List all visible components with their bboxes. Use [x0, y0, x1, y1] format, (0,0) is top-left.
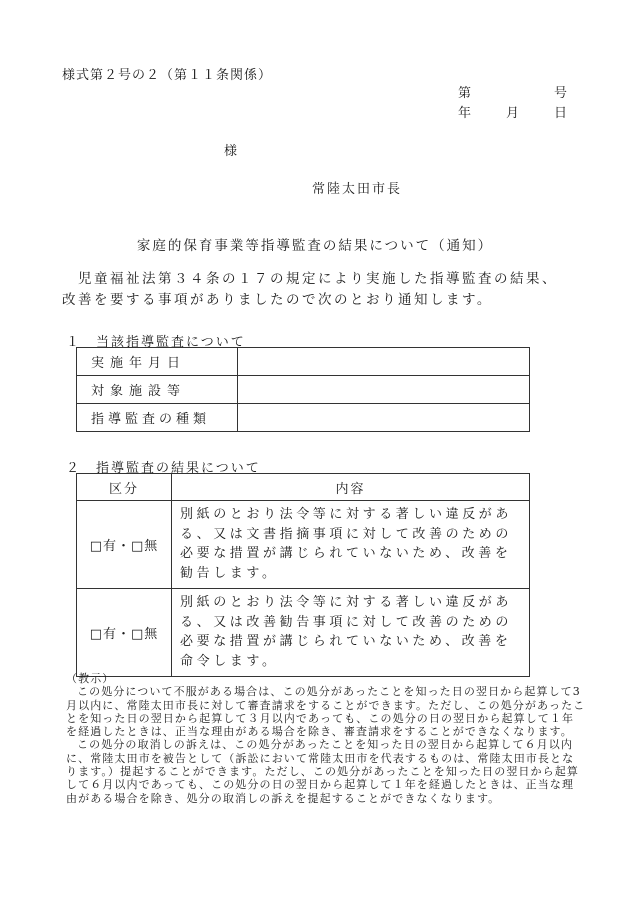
section1-heading: １ 当該指導監査について — [66, 335, 246, 350]
table-row — [77, 404, 530, 432]
date-day-label: 日 — [554, 106, 568, 121]
form-number: 様式第２号の２（第１１条関係） — [62, 68, 273, 83]
row-value-facility — [238, 376, 530, 404]
audit-result-table — [76, 473, 530, 677]
body-paragraph — [62, 269, 562, 311]
document-title: 家庭的保育事業等指導監査の結果について（通知） — [136, 238, 494, 254]
table-row — [77, 589, 530, 677]
row-label-facility: 対象施設等 — [77, 376, 238, 404]
date-year-label: 年 — [458, 106, 472, 121]
legal-notice — [66, 672, 586, 805]
row-label-date: 実施年月日 — [77, 348, 238, 376]
audit-info-table — [76, 347, 530, 432]
row-value-audit-type — [238, 404, 530, 432]
result-option-checkboxes: □有・□無 — [77, 501, 172, 589]
table-row — [77, 348, 530, 376]
row-value-date — [238, 348, 530, 376]
row-label-audit-type: 指導監査の種類 — [77, 404, 238, 432]
notice-heading: （教示） — [66, 672, 115, 685]
column-header-category: 区分 — [77, 474, 172, 501]
table-header-row — [77, 474, 530, 501]
notice-paragraph-lawsuit: この処分の取消しの訴えは、この処分があったことを知った日の翌日から起算して６月以内に、常陸太田市を被告として（訴訟において常陸太田市を代表するものは、常陸太田市長となります。）提起することができます。ただし、この処分があったことを知った日の翌日から起算して６月以内であっても、この処分の日の翌日から起算して１年を経過したときは、正当な理由がある場合を除き、処分の取消しの訴えを提起することができなくなります。 — [66, 738, 579, 805]
result-content-order: 別紙のとおり法令等に対する著しい違反がある、又は改善勧告事項に対して改善のための必要な措置が講じられていないため、改善を命令します。 — [172, 589, 530, 677]
table-row — [77, 376, 530, 404]
addressee-suffix: 様 — [224, 144, 238, 159]
body-text: 児童福祉法第３４条の１７の規定により実施した指導監査の結果、改善を要する事項がありましたので次のとおり通知します。 — [62, 271, 558, 308]
result-content-recommendation: 別紙のとおり法令等に対する著しい違反がある、又は文書指摘事項に対して改善のための必要な措置が講じられていないため、改善を勧告します。 — [172, 501, 530, 589]
sender-name: 常陸太田市長 — [312, 182, 403, 197]
column-header-content: 内容 — [172, 474, 530, 501]
section2-heading: ２ 指導監査の結果について — [66, 461, 261, 476]
date-month-label: 月 — [506, 106, 520, 121]
table-row — [77, 501, 530, 589]
result-option-checkboxes: □有・□無 — [77, 589, 172, 677]
document-number-label: 第 — [458, 86, 472, 101]
document-number-suffix: 号 — [554, 86, 568, 101]
notice-paragraph-appeal: この処分について不服がある場合は、この処分があったことを知った日の翌日から起算して3月以内に、常陸太田市長に対して審査請求をすることができます。ただし、この処分があったことを知った日の翌日から起算して３月以内であっても、この処分の日の翌日から起算して１年を経過したときは、正当な理由がある場合を除き、審査請求をすることができなくなります。 — [66, 685, 586, 739]
